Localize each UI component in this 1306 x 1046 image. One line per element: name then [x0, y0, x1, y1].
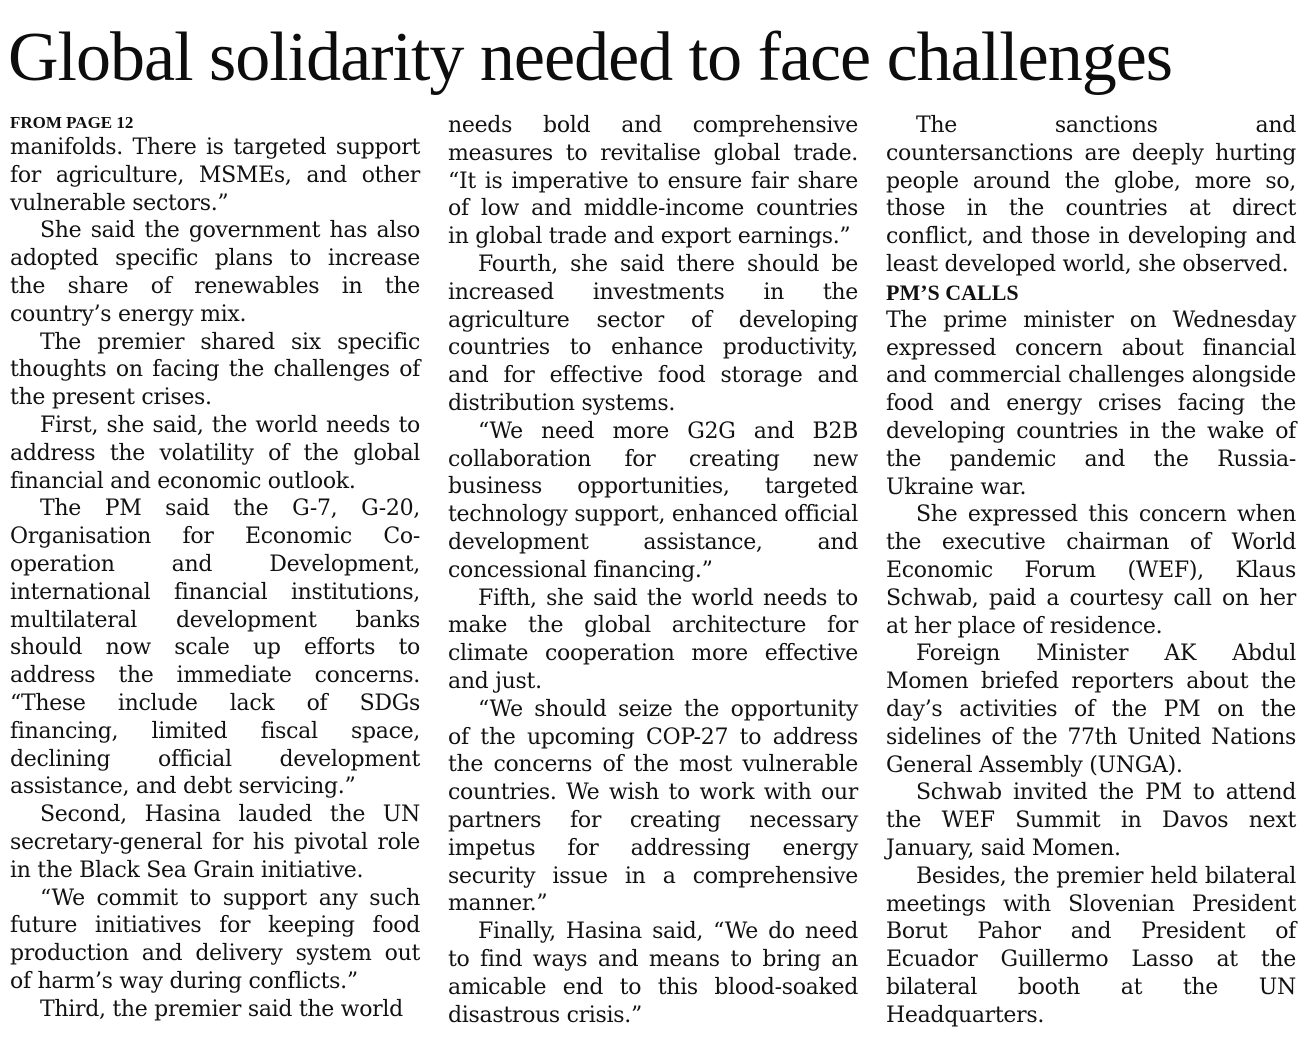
paragraph: Foreign Minister AK Abdul Momen briefed reporters about the day’s activities of the PM on the sidelines of the 77th United Nations General Assembly (UNGA).: [886, 641, 1296, 778]
paragraph: “We commit to support any such future initiatives for keeping food production and delivery system out of harm’s way during conflicts.”: [10, 885, 420, 994]
paragraph: The premier shared six specific thoughts on facing the challenges of the present crises.: [10, 329, 420, 411]
paragraph: The prime minister on Wednesday expressed concern about financial and commercial challenges alongside food and energy crises facing the developing countries in the wake of the pandemic and the Russia-Ukraine war.: [886, 307, 1296, 500]
paragraph: “We should seize the opportunity of the upcoming COP-27 to address the concerns of the most vulnerable countries. We wish to work with our partners for creating necessary impetus for addressing energy security issue in a comprehensive manner.”: [448, 696, 858, 917]
paragraph: Finally, Hasina said, “We do need to find ways and means to bring an amicable end to this blood-soaked disastrous crisis.”: [448, 919, 858, 1028]
kicker-from-page: FROM PAGE 12: [10, 113, 134, 132]
paragraph: needs bold and comprehensive measures to revitalise global trade. “It is imperative to ensure fair share of low and middle-income countries in global trade and export earnings.”: [448, 113, 858, 250]
paragraph: “We need more G2G and B2B collaboration for creating new business opportunities, targeted technology support, enhanced official development assistance, and concessional financing.”: [448, 418, 858, 583]
paragraph: She said the government has also adopted specific plans to increase the share of renewables in the country’s energy mix.: [10, 218, 420, 327]
paragraph: Fourth, she said there should be increased investments in the agriculture sector of developing countries to enhance productivity, and for effective food storage and distribution systems.: [448, 251, 858, 416]
article-column-1: [10, 112, 420, 1024]
article-column-3: [886, 112, 1296, 1030]
paragraph: She expressed this concern when the executive chairman of World Economic Forum (WEF), Klaus Schwab, paid a courtesy call on her at her place of residence.: [886, 502, 1296, 639]
paragraph: manifolds. There is targeted support for agriculture, MSMEs, and other vulnerable sectors.”: [10, 135, 420, 216]
paragraph: First, she said, the world needs to address the volatility of the global financial and economic outlook.: [10, 412, 420, 494]
subhead: PM’S CALLS: [886, 279, 1019, 305]
article-column-2: [448, 112, 858, 1029]
paragraph: Third, the premier said the world: [40, 996, 403, 1022]
paragraph: Fifth, she said the world needs to make the global architecture for climate cooperation more effective and just.: [448, 585, 858, 694]
paragraph: The PM said the G-7, G-20, Organisation for Economic Co-operation and Development, international financial institutions, multilateral development banks should now scale up efforts to address the immediate concerns. “These include lack of SDGs financing, limited fiscal space, declining official development assistance, and debt servicing.”: [10, 496, 420, 800]
headline: Global solidarity needed to face challenges: [8, 19, 1173, 96]
paragraph: The sanctions and countersanctions are deeply hurting people around the globe, more so, those in the countries at direct conflict, and those in developing and least developed world, she observed.: [886, 113, 1296, 277]
paragraph: Second, Hasina lauded the UN secretary-general for his pivotal role in the Black Sea Grain initiative.: [10, 802, 420, 883]
paragraph: Besides, the premier held bilateral meetings with Slovenian President Borut Pahor and President of Ecuador Guillermo Lasso at the bilateral booth at the UN Headquarters.: [886, 863, 1296, 1028]
paragraph: Schwab invited the PM to attend the WEF Summit in Davos next January, said Momen.: [886, 780, 1296, 861]
